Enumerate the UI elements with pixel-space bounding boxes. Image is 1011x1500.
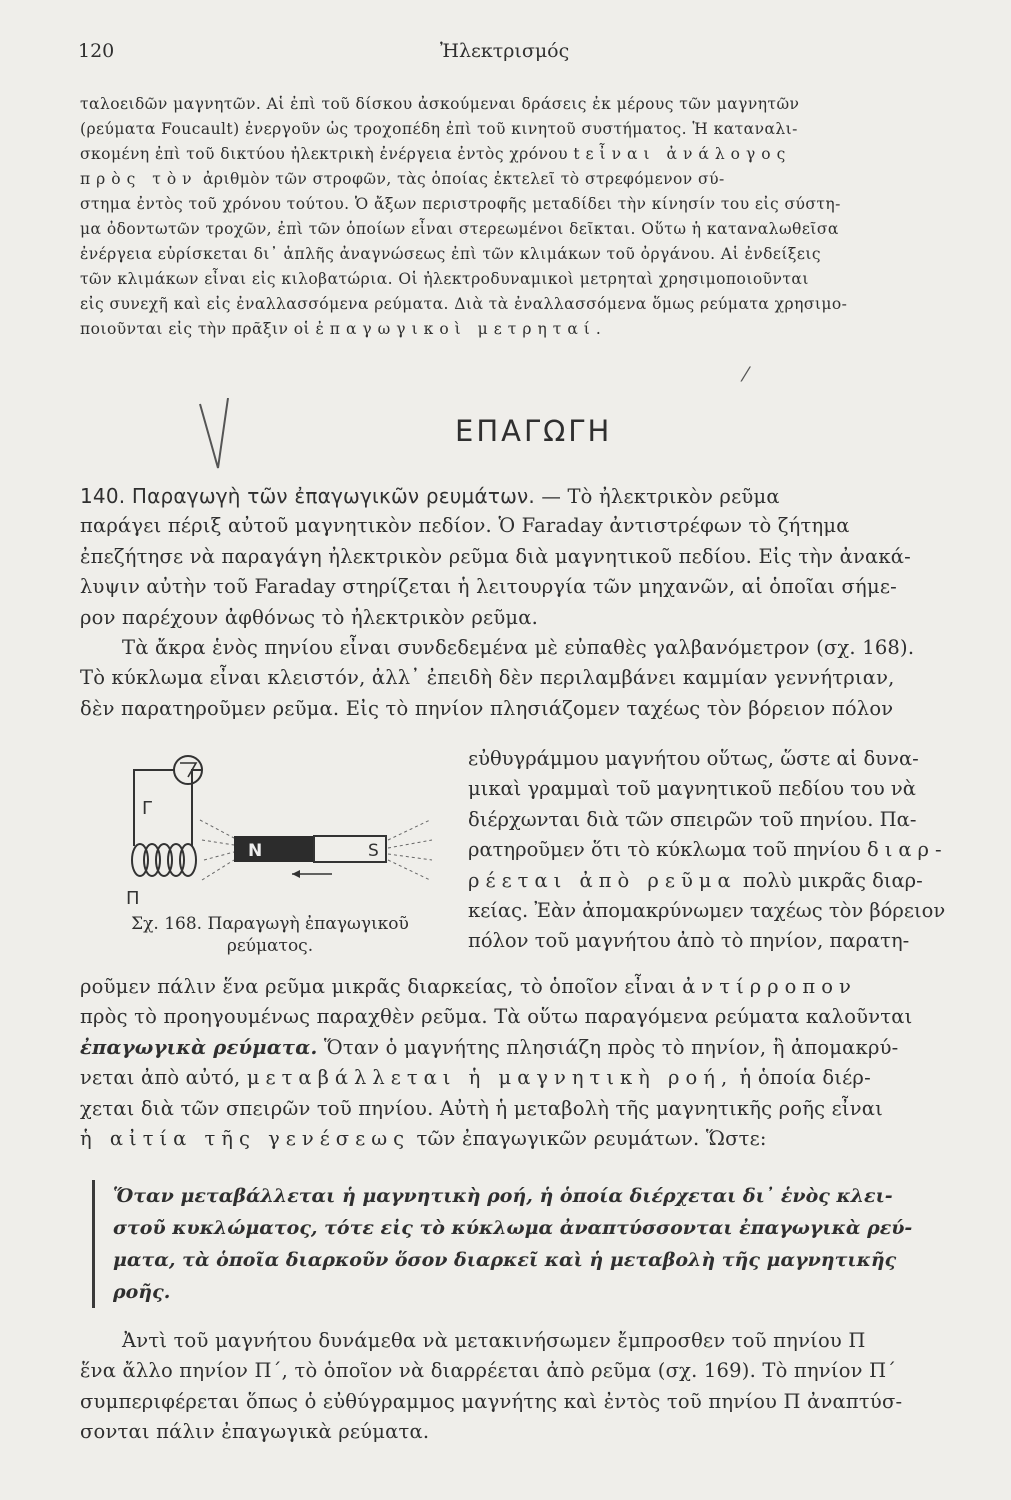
spaced-text: εἶναι ἀνάλογος — [585, 145, 792, 163]
text-line: παράγει πέριξ αὐτοῦ μαγνητικὸν πεδίον. Ὁ Faraday ἀντιστρέφων τὸ ζήτημα — [80, 514, 850, 538]
text-line: ρον παρέχουν ἀφθόνως τὸ ἠλεκτρικὸν ρεῦμα. — [80, 605, 539, 629]
text-line: εὐθυγράμμου μαγνήτου οὕτως, ὥστε αἱ δυνα- — [468, 747, 919, 770]
text-line: Τὰ ἄκρα ἑνὸς πηνίου εἶναι συνδεδεμένα μὲ εὐπαθὲς γαλβανόμετρον (σχ. 168). — [122, 635, 915, 659]
spaced-text: πρὸς τὸν — [80, 170, 198, 188]
text-line: Τὸ κύκλωμα εἶναι κλειστόν, ἀλλ᾽ ἐπειδὴ δὲν περιλαμβάνει καμμίαν γεννήτριαν, — [80, 666, 895, 690]
text-fragment: ρατηροῦμεν ὅτι τὸ κύκλωμα τοῦ πηνίου — [468, 838, 861, 862]
caption-line: Σχ. 168. Παραγωγὴ ἐπαγωγικοῦ — [131, 914, 409, 934]
top-paragraph — [80, 92, 980, 342]
text-line: εἰς συνεχῆ καὶ εἰς ἐναλλασσόμενα ρεύματα. Διὰ τὰ ἐναλλασσόμενα ὅμως ρεύματα χρησιμο- — [80, 295, 848, 313]
text-line — [80, 972, 990, 1002]
text-line: ἕνα ἄλλο πηνίον Π΄, τὸ ὁποῖον νὰ διαρρέεται ἀπὸ ρεῦμα (σχ. 169). Τὸ πηνίον Π΄ — [80, 1359, 897, 1383]
figure-caption — [80, 913, 460, 957]
text-line: ταλοειδῶν μαγνητῶν. Αἱ ἐπὶ τοῦ δίσκου ἀσκούμεναι δράσεις ἐκ μέρους τῶν μαγνητῶν — [80, 95, 800, 113]
page-number: 120 — [78, 40, 115, 62]
text-line — [80, 1033, 990, 1063]
text-line: συμπεριφέρεται ὅπως ὁ εὐθύγραμμος μαγνήτης καὶ ἐντὸς τοῦ πηνίου Π ἀναπτύσ- — [80, 1389, 903, 1413]
text-line: πόλον τοῦ μαγνήτου ἀπὸ τὸ πηνίον, παρατη- — [468, 929, 910, 953]
section-heading: 140. Παραγωγὴ τῶν ἐπαγωγικῶν ρευμάτων. — [80, 484, 535, 508]
text-line: ματα, τὰ ὁποῖα διαρκοῦν ὅσον διαρκεῖ καὶ ἡ μεταβολὴ τῆς μαγνητικῆς — [113, 1249, 897, 1271]
text-line: στημα ἐντὸς τοῦ χρόνου τούτου. Ὁ ἄξων περιστροφῆς μεταδίδει τὴν κίνησίν του εἰς σύστη- — [80, 195, 841, 213]
text-line: ἐνέργεια εὑρίσκεται δι᾽ ἁπλῆς ἀναγνώσεως ἐπὶ τῶν κλιμάκων τοῦ ὀργάνου. Αἱ ἐνδείξεις — [80, 245, 822, 263]
caption-line: ρεύματος. — [226, 936, 314, 956]
arrow-left-icon — [292, 870, 300, 878]
text-line: χεται διὰ τῶν σπειρῶν τοῦ πηνίου. Αὐτὴ ἡ μεταβολὴ τῆς μαγνητικῆς ροῆς εἶναι — [80, 1096, 884, 1120]
text-line — [80, 1063, 990, 1093]
magnet-north-label: N — [248, 841, 263, 861]
pen-tick-mark: ⁄ — [744, 362, 748, 386]
spaced-text: μεταβάλλεται ἡ μαγνητικὴ ροή, — [246, 1066, 734, 1090]
text-fragment: σκομένη ἐπὶ τοῦ δικτύου ἠλεκτρικὴ ἐνέργεια ἐντὸς χρόνου t — [80, 145, 581, 163]
text-line: μα ὀδοντωτῶν τροχῶν, ἐπὶ τῶν ὁποίων εἶναι στερεωμένοι δεῖκται. Οὕτω ἡ καταναλωθεῖσα — [80, 220, 839, 238]
text-line: λυψιν αὐτὴν τοῦ Faraday στηρίζεται ἡ λειτουργία τῶν μηχανῶν, αἱ ὁποῖαι σήμε- — [80, 575, 897, 599]
text-line — [80, 1124, 990, 1154]
spaced-text: ἀντίρροπον — [682, 975, 857, 998]
text-line — [80, 317, 980, 342]
text-line — [80, 167, 980, 192]
text-fragment: Ὅταν ὁ μαγνήτης πλησιάζη πρὸς τὸ πηνίον, ἢ ἀπομακρύ- — [317, 1035, 899, 1059]
text-line — [468, 866, 988, 896]
spaced-text: διαρ- — [867, 838, 948, 862]
text-line: δὲν παρατηροῦμεν ρεῦμα. Εἰς τὸ πηνίον πλησιάζομεν ταχέως τὸν βόρειον πόλον — [80, 696, 894, 720]
text-line: διέρχωνται διὰ τῶν σπειρῶν τοῦ πηνίου. Πα- — [468, 807, 917, 831]
text-fragment: — Τὸ ἠλεκτρικὸν ρεῦμα — [541, 485, 780, 508]
spaced-text: ἐπαγωγικοὶ μετρηταί. — [315, 320, 607, 338]
text-fragment: τῶν ἐπαγωγικῶν ρευμάτων. Ὥστε: — [416, 1126, 767, 1150]
text-fragment: πολὺ μικρᾶς διαρ- — [742, 868, 923, 892]
text-line: ροῆς. — [113, 1281, 171, 1303]
text-line: ἐπεζήτησε νὰ παραγάγη ἠλεκτρικὸν ρεῦμα διὰ μαγνητικοῦ πεδίου. Εἰς τὴν ἀνακά- — [80, 544, 911, 568]
text-line: τῶν κλιμάκων εἶναι εἰς κιλοβατώρια. Οἱ ἠλεκτροδυναμικοὶ μετρηταὶ χρησιμοποιοῦνται — [80, 270, 809, 288]
definition-block — [92, 1180, 1011, 1308]
text-line: Ὅταν μεταβάλλεται ἡ μαγνητικὴ ροή, ἡ ὁποία διέρχεται δι᾽ ἑνὸς κλει- — [113, 1185, 893, 1207]
spaced-text: ἡ αἰτία τῆς γενέσεως — [80, 1126, 411, 1150]
text-fragment: ἡ ὁποία διέρ- — [739, 1066, 871, 1090]
text-line: στοῦ κυκλώματος, τότε εἰς τὸ κύκλωμα ἀναπτύσσονται ἐπαγωγικὰ ρεύ- — [113, 1217, 913, 1239]
text-fragment: ἀριθμὸν τῶν στροφῶν, τὰς ὁποίας ἐκτελεῖ τὸ στρεφόμενον σύ- — [202, 170, 725, 188]
magnet-north-half — [234, 836, 314, 862]
right-column-text — [468, 744, 988, 957]
magnet-south-label: S — [368, 841, 379, 861]
text-line — [468, 835, 988, 865]
running-title: Ἠλεκτρισμός — [440, 40, 570, 62]
text-fragment: ποιοῦνται εἰς τὴν πρᾶξιν οἱ — [80, 320, 311, 338]
pen-check-mark — [196, 398, 240, 478]
text-line: Ἀντὶ τοῦ μαγνήτου δυνάμεθα νὰ μετακινήσωμεν ἔμπροσθεν τοῦ πηνίου Π — [122, 1329, 866, 1352]
text-line: μικαὶ γραμμαὶ τοῦ μαγνητικοῦ πεδίου του νὰ — [468, 777, 916, 801]
coil-icon — [132, 844, 196, 876]
spaced-text: ρέεται ἀπὸ ρεῦμα — [468, 868, 737, 892]
text-line: (ρεύματα Foucault) ἐνεργοῦν ὡς τροχοπέδη ἐπὶ τοῦ κινητοῦ συστήματος. Ἡ καταναλι- — [80, 120, 798, 138]
text-fragment: ροῦμεν πάλιν ἕνα ρεῦμα μικρᾶς διαρκείας, τὸ ὁποῖον εἶναι — [80, 975, 676, 998]
coil-label: Π — [126, 888, 140, 909]
continuation-paragraph — [80, 972, 990, 1154]
section-140 — [80, 481, 990, 724]
text-line — [80, 142, 980, 167]
final-paragraph — [80, 1326, 990, 1448]
text-line: κείας. Ἐὰν ἀπομακρύνωμεν ταχέως τὸν βόρειον — [468, 898, 946, 922]
bold-term: ἐπαγωγικὰ ρεύματα. — [80, 1035, 318, 1059]
text-line: σονται πάλιν ἐπαγωγικὰ ρεύματα. — [80, 1420, 430, 1444]
text-line — [80, 481, 990, 511]
text-line: πρὸς τὸ προηγουμένως παραχθὲν ρεῦμα. Τὰ οὕτω παραγόμενα ρεύματα καλοῦνται — [80, 1005, 913, 1029]
section-title: ΕΠΑΓΩΓΗ — [455, 414, 613, 448]
text-fragment: νεται ἀπὸ αὐτό, — [80, 1066, 241, 1090]
galvanometer-label: Γ — [142, 798, 153, 819]
